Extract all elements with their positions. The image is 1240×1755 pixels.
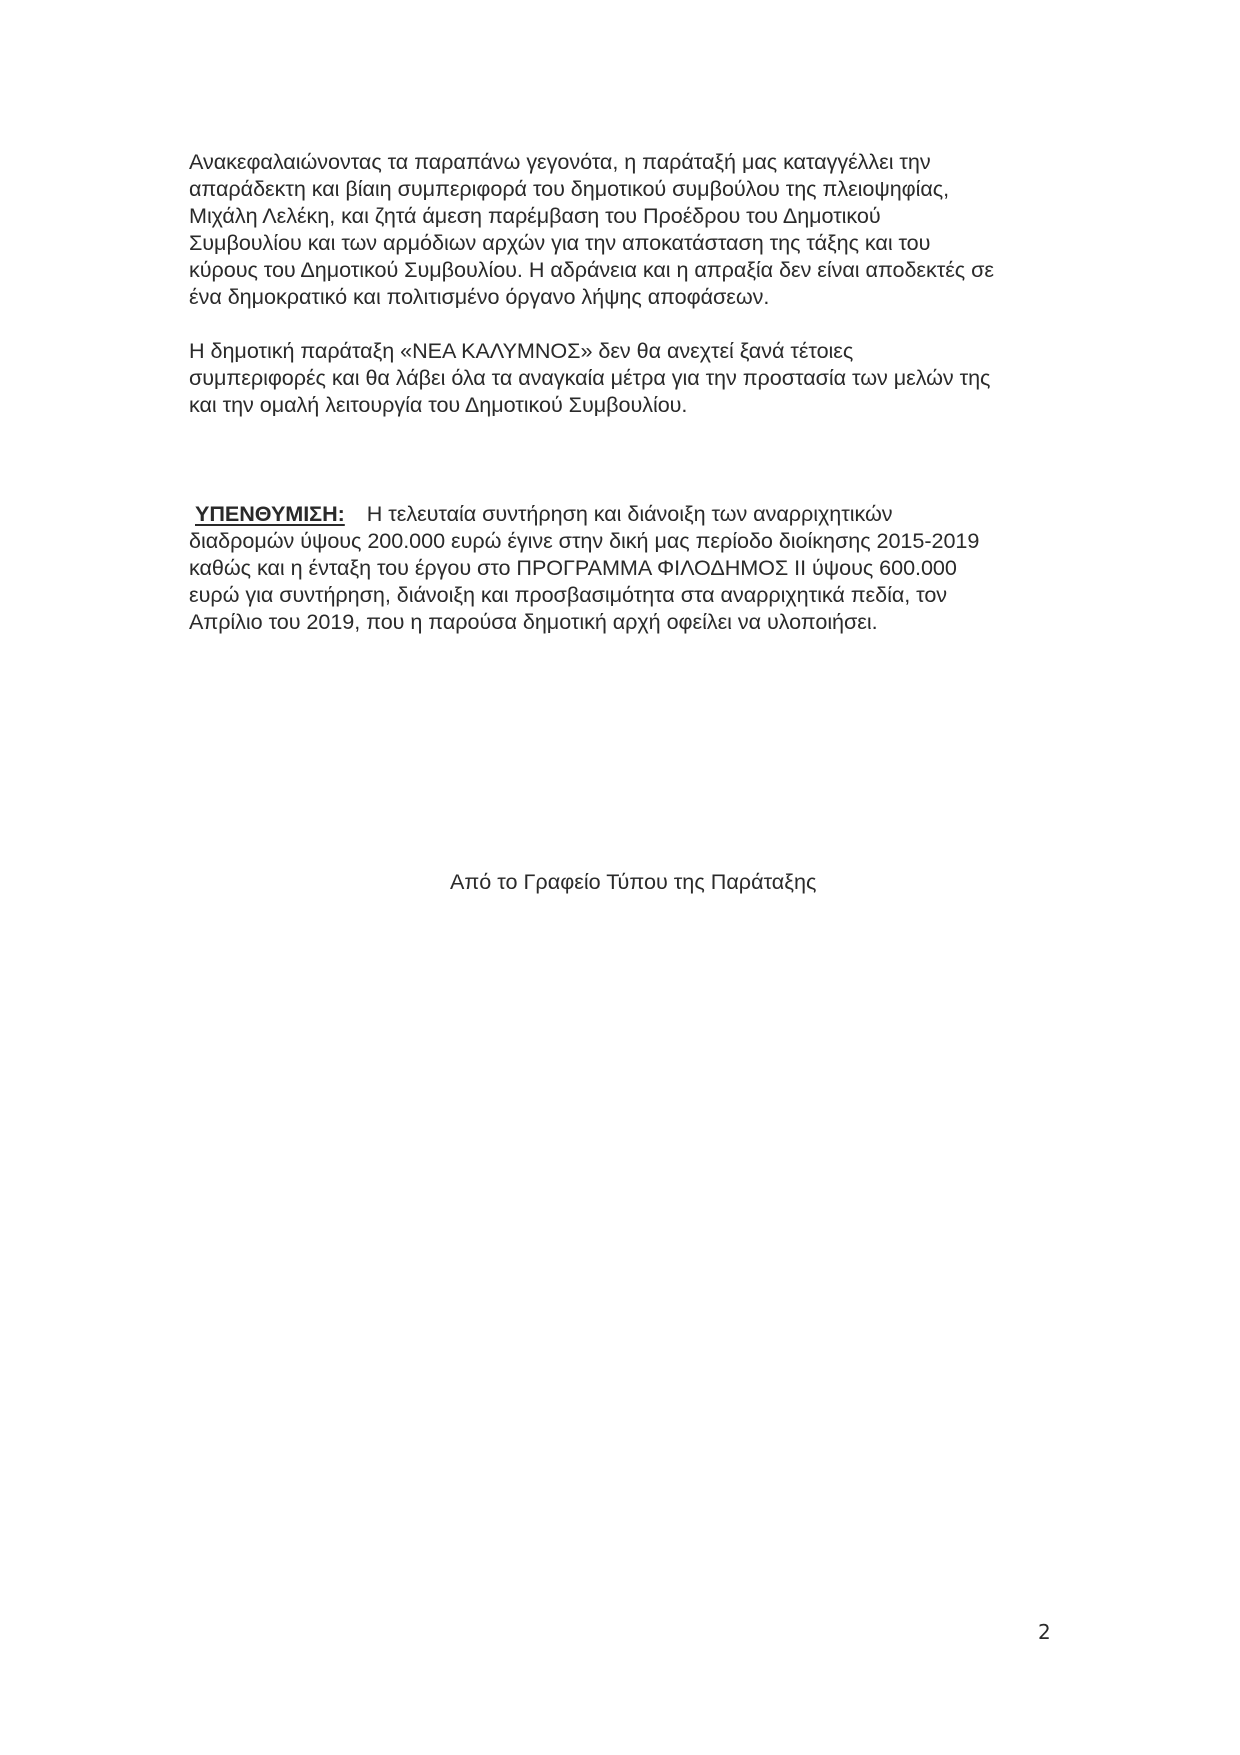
- reminder-label: ΥΠΕΝΘΥΜΙΣΗ:: [195, 501, 345, 526]
- paragraph-statement: Η δημοτική παράταξη «ΝΕΑ ΚΑΛΥΜΝΟΣ» δεν θα ανεχτεί ξανά τέτοιες συμπεριφορές και θα λάβει όλα τα αναγκαία μέτρα για την προστασία των μελών της και την ομαλή λειτουργία του Δημοτικού Συμβουλίου.: [189, 338, 991, 417]
- reminder-text: Η τελευταία συντήρηση και διάνοιξη των αναρριχητικών διαδρομών ύψους 200.000 ευρώ έγινε στην δική μας περίοδο διοίκησης 2015-2019 καθώς και η ένταξη του έργου στο ΠΡΟΓΡΑΜΜΑ ΦΙΛΟΔΗΜΟΣ ΙΙ ύψους 600.000 ευρώ για συντήρηση, διάνοιξη και προσβασιμότητα στα αναρριχητικά πεδία, τον Απρίλιο του 2019, που η παρούσα δημοτική αρχή οφείλει να υλοποιήσει.: [189, 501, 980, 634]
- paragraph-summary: Ανακεφαλαιώνοντας τα παραπάνω γεγονότα, η παράταξή μας καταγγέλλει την απαράδεκτη και βίαιη συμπεριφορά του δημοτικού συμβούλου της πλειοψηφίας, Μιχάλη Λελέκη, και ζητά άμεση παρέμβαση του Προέδρου του Δημοτικού Συμβουλίου και των αρμόδιων αρχών για την αποκατάσταση της τάξης και του κύρους του Δημοτικού Συμβουλίου. Η αδράνεια και η απραξία δεν είναι αποδεκτές σε ένα δημοκρατικό και πολιτισμένο όργανο λήψης αποφάσεων.: [189, 149, 994, 309]
- reminder-paragraph: [189, 500, 1069, 635]
- page-number: 2: [1038, 1620, 1051, 1644]
- signature-line: Από το Γραφείο Τύπου της Παράταξης: [450, 869, 817, 894]
- signature-block: [189, 868, 1069, 895]
